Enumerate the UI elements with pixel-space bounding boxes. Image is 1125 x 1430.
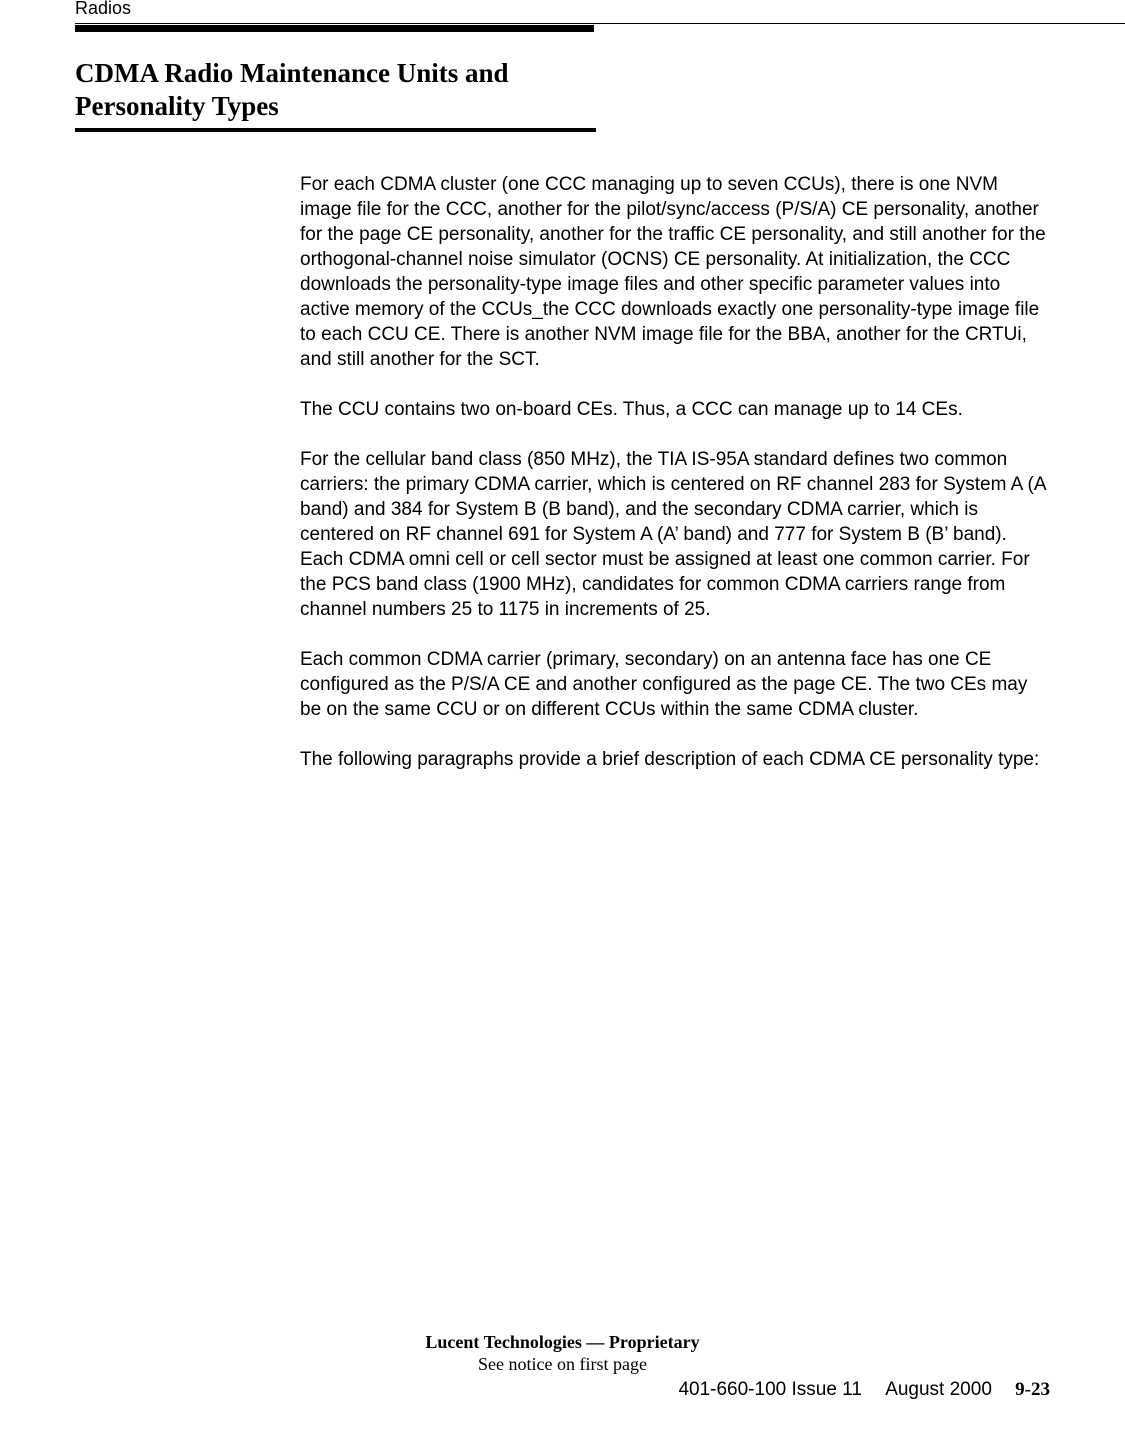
header-bar bbox=[75, 25, 594, 32]
footer-notice: See notice on first page bbox=[478, 1354, 647, 1374]
footer-company: Lucent Technologies — Proprietary bbox=[425, 1332, 700, 1352]
header-rule bbox=[75, 23, 1125, 24]
document-id: 401-660-100 Issue 11 bbox=[678, 1379, 862, 1400]
page-number: 9-23 bbox=[1015, 1379, 1050, 1400]
paragraph-antenna-face: Each common CDMA carrier (primary, secondary) on an antenna face has one CE configured as the P/S/A CE and another configured as the page CE. The two CEs may be on the same CCU or on different CCUs within the same CDMA cluster. bbox=[300, 649, 1028, 720]
document-date: August 2000 bbox=[885, 1379, 992, 1400]
footer-doc-info bbox=[678, 1378, 1050, 1402]
paragraph-ccu-ces: The CCU contains two on-board CEs. Thus, a CCC can manage up to 14 CEs. bbox=[300, 399, 963, 420]
section-title-line-1: CDMA Radio Maintenance Units and bbox=[75, 58, 509, 88]
section-title-line-2: Personality Types bbox=[75, 91, 279, 121]
section-title bbox=[75, 57, 615, 123]
paragraph-cluster-image-files: For each CDMA cluster (one CCC managing up to seven CCUs), there is one NVM image file for the CCC, another for the pilot/sync/access (P/S/A) CE personality, another for the page CE personality, another for the traffic CE personality, and still another for the orthogonal-channel noise simulator (OCNS) CE personality. At initialization, the CCC downloads the personality-type image files and other specific parameter values into active memory of the CCUs_the CCC downloads exactly one personality-type image file to each CCU CE. There is another NVM image file for the BBA, another for the CRTUi, and still another for the SCT. bbox=[300, 174, 1046, 370]
running-header: Radios bbox=[75, 0, 132, 18]
paragraph-personality-intro: The following paragraphs provide a brief description of each CDMA CE personality type: bbox=[300, 749, 1040, 770]
paragraph-common-carriers: For the cellular band class (850 MHz), the TIA IS-95A standard defines two common carriers: the primary CDMA carrier, which is centered on RF channel 283 for System A (A band) and 384 for System B (B band), and the secondary CDMA carrier, which is centered on RF channel 691 for System A (A’ band) and 777 for System B (B’ band). Each CDMA omni cell or cell sector must be assigned at least one common carrier. For the PCS band class (1900 MHz), candidates for common CDMA carriers range from channel numbers 25 to 1175 in increments of 25. bbox=[300, 449, 1046, 620]
title-rule bbox=[75, 128, 596, 132]
body-text bbox=[300, 172, 1050, 797]
